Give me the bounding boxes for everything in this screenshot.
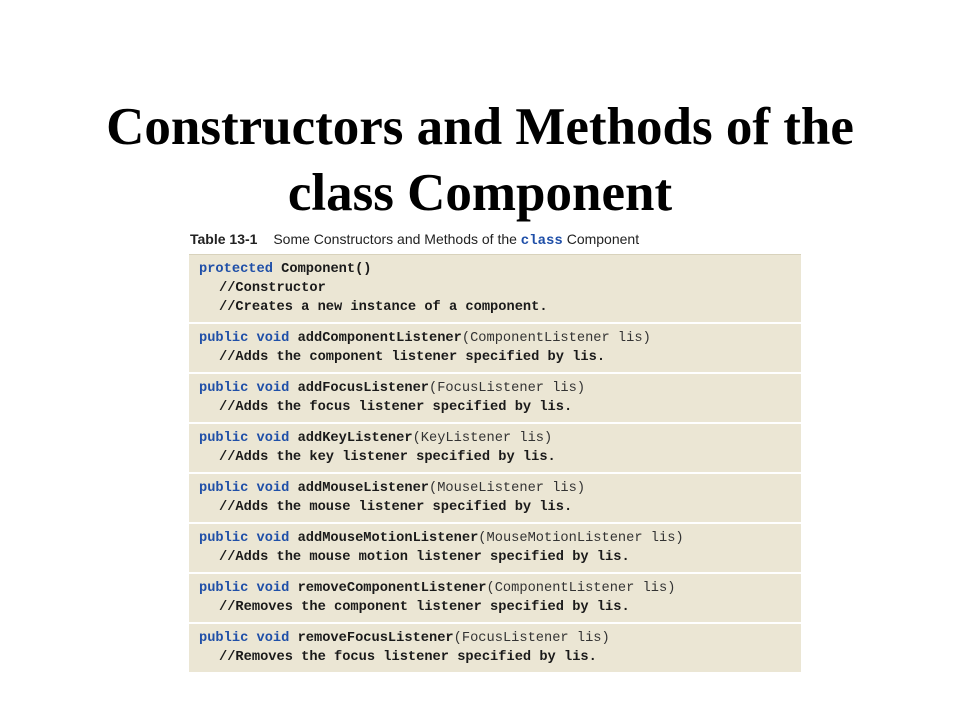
table-row (189, 574, 801, 624)
method-name: addKeyListener (297, 431, 413, 446)
method-modifiers: public void (199, 431, 290, 446)
table-row (189, 324, 801, 374)
table-row (189, 474, 801, 524)
method-comment: //Adds the mouse motion listener specified by lis. (219, 550, 630, 565)
method-name: addFocusListener (297, 381, 429, 396)
method-signature (199, 479, 801, 498)
method-modifiers: public void (199, 381, 290, 396)
method-signature (199, 579, 801, 598)
method-name: removeFocusListener (297, 631, 454, 646)
table-row (189, 524, 801, 574)
method-signature (199, 529, 801, 548)
slide-title (0, 94, 960, 226)
method-modifiers: public void (199, 581, 290, 596)
method-params: (KeyListener lis) (412, 431, 553, 446)
method-params: (MouseMotionListener lis) (478, 531, 684, 546)
method-modifiers: public void (199, 331, 290, 346)
method-modifiers: public void (199, 531, 290, 546)
caption-text-before: Some Constructors and Methods of the (273, 231, 517, 247)
method-name: Component() (281, 262, 372, 277)
method-signature (199, 379, 801, 398)
method-params: (FocusListener lis) (429, 381, 586, 396)
table-caption (190, 229, 802, 251)
caption-text-after: Component (566, 231, 640, 247)
method-comment: //Adds the key listener specified by lis. (219, 450, 556, 465)
table-row (189, 374, 801, 424)
method-comment: //Removes the component listener specified by lis. (219, 600, 630, 615)
method-comment: //Adds the mouse listener specified by lis. (219, 500, 573, 515)
method-comment: //Adds the component listener specified by lis. (219, 350, 606, 365)
method-name: addComponentListener (297, 331, 462, 346)
table-row (189, 624, 801, 674)
method-modifiers: public void (199, 631, 290, 646)
method-signature (199, 329, 801, 348)
method-name: addMouseMotionListener (297, 531, 479, 546)
method-name: addMouseListener (297, 481, 429, 496)
method-name: removeComponentListener (297, 581, 487, 596)
method-signature (199, 629, 801, 648)
slide-title-line-2: class Component (287, 163, 673, 222)
method-comment: //Adds the focus listener specified by lis. (219, 400, 573, 415)
caption-keyword: class (520, 233, 563, 249)
table-row (189, 424, 801, 474)
method-signature (199, 260, 801, 279)
method-params: (MouseListener lis) (429, 481, 586, 496)
table-row (189, 255, 801, 324)
method-modifiers: public void (199, 481, 290, 496)
method-comment: //Constructor (219, 281, 326, 296)
method-params: (FocusListener lis) (453, 631, 610, 646)
method-params: (ComponentListener lis) (486, 581, 676, 596)
method-modifiers: protected (199, 262, 273, 277)
table-number: Table 13-1 (190, 231, 258, 247)
method-signature (199, 429, 801, 448)
methods-table (189, 254, 801, 674)
slide-title-line-1: Constructors and Methods of the (106, 97, 854, 156)
method-comment: //Creates a new instance of a component. (219, 300, 548, 315)
method-comment: //Removes the focus listener specified by lis. (219, 650, 597, 665)
method-params: (ComponentListener lis) (461, 331, 651, 346)
